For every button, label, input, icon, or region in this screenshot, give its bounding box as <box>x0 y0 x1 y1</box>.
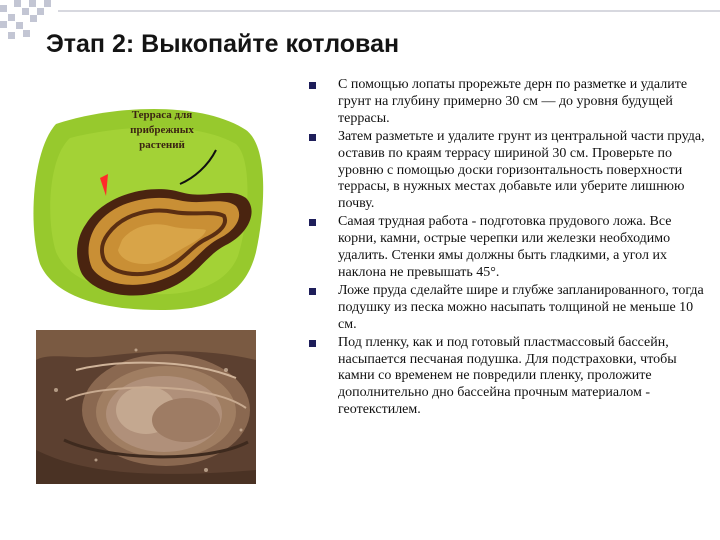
list-item <box>307 283 707 334</box>
list-item-text: С помощью лопаты прорежьте дерн по разметке и удалите грунт на глубину примерно 30 см — до уровня будущей террасы. <box>338 77 688 126</box>
list-item <box>307 129 707 214</box>
list-item-text: Затем разметьте и удалите грунт из центральной части пруда, оставив по краям террасу шириной 30 см. Проверьте по уровню с помощью доски горизонтальность поверхности террасы, в нужных местах добавьте или уберите лишнюю почву. <box>338 128 705 212</box>
square-bullet-icon <box>309 82 316 89</box>
square-bullet-icon <box>309 219 316 226</box>
square-bullet-icon <box>309 288 316 295</box>
slide-title: Этап 2: Выкопайте котлован <box>46 30 400 58</box>
list-item-text: Самая трудная работа - подготовка прудового ложа. Все корни, камни, острые черепки или железки необходимо удалить. Стенки ямы должны быть гладкими, а угол их наклона не превышать 45°. <box>338 214 672 280</box>
excavated-pit-photo <box>36 330 256 484</box>
square-bullet-icon <box>309 340 316 347</box>
list-item-text: Ложе пруда сделайте шире и глубже запланированного, тогда подушку из песка можно насыпать толщиной не меньше 10 см. <box>338 282 704 332</box>
terrace-label: Терраса для прибрежных растений <box>130 109 194 151</box>
list-item-text: Под пленку, как и под готовый пластмассовый бассейн, насыпается песчаная подушка. Для подстраховки, чтобы камни со временем не повредили пленку, проложите дополнительно дно бассейна прочным материалом - геотекстилем. <box>338 334 677 418</box>
square-bullet-icon <box>309 134 316 141</box>
list-item <box>307 335 707 420</box>
instruction-list <box>307 77 707 420</box>
list-item <box>307 77 707 128</box>
list-item <box>307 214 707 282</box>
